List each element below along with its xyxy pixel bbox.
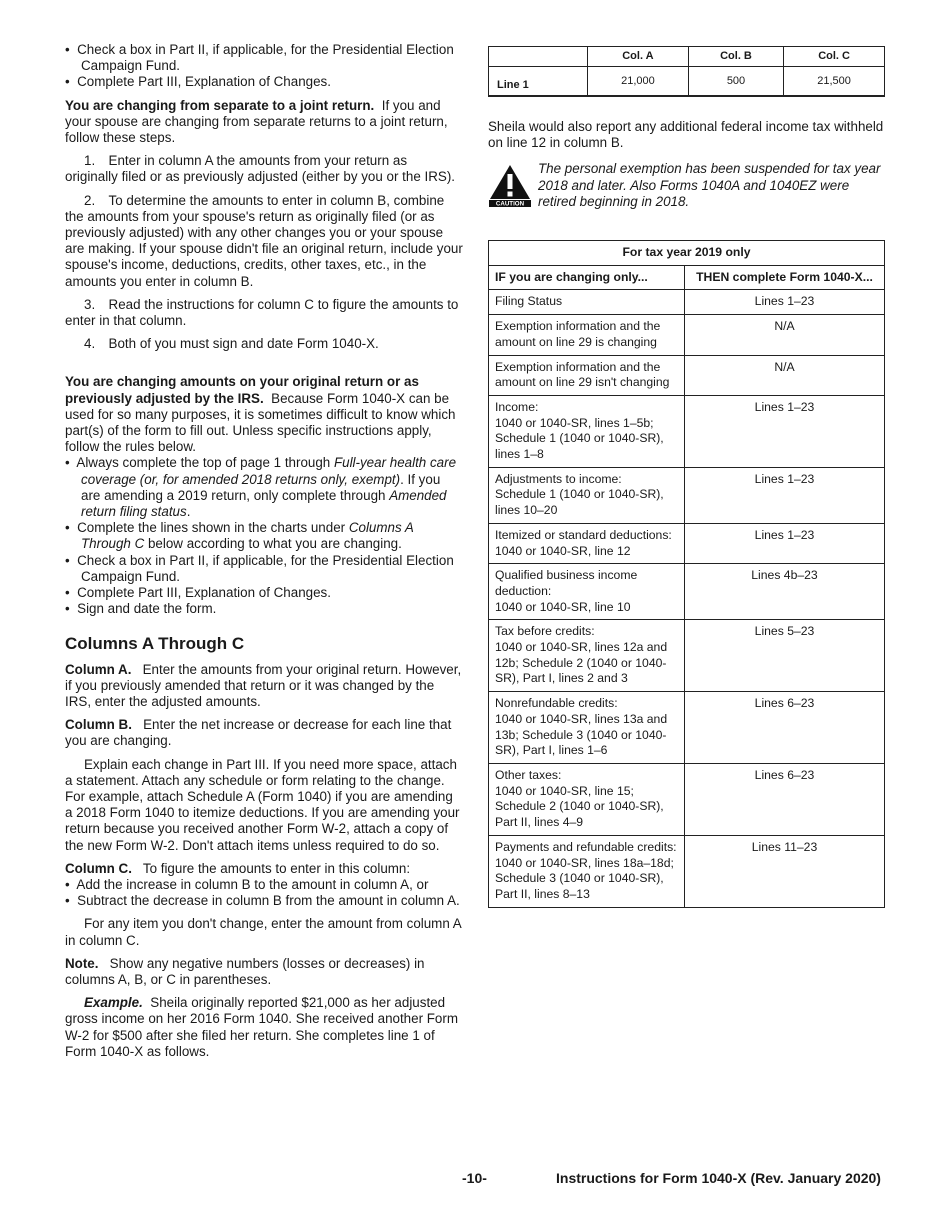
original-return-intro: Because Form 1040-X can be used for so many purposes, it is sometimes difficult to know which part(s) of the form to fill out. Unless specific instructions apply, follow the rules below. <box>65 390 456 455</box>
table-row <box>489 395 885 467</box>
note-paragraph <box>65 956 463 988</box>
bullet-item: • Complete the lines shown in the charts under Columns A Through C below according to what you are changing. <box>65 520 414 552</box>
line-1-col-c: 21,500 <box>784 67 885 97</box>
row-condition-line: Itemized or standard deductions: <box>495 527 672 542</box>
example-paragraph <box>65 995 463 1060</box>
table-row <box>489 620 885 692</box>
bullet-item: • Sign and date the form. <box>65 601 217 617</box>
original-return-paragraph <box>65 374 463 455</box>
row-condition-line: Filing Status <box>495 294 563 309</box>
row-lines: Lines 5–23 <box>685 620 885 692</box>
column-b-paragraph <box>65 717 463 749</box>
row-condition <box>489 835 685 907</box>
table-header-if: IF you are changing only... <box>489 265 685 290</box>
bullet-text: Always complete the top of page 1 through <box>76 455 334 471</box>
row-lines: N/A <box>685 355 885 395</box>
bullet-item: • Add the increase in column B to the amount in column A, or <box>65 876 429 892</box>
bullet-text: Subtract the decrease in column B from the amount in column A. <box>77 893 460 909</box>
row-condition-line: 1040 or 1040-SR, line 15; Schedule 2 (1040 or 1040-SR), Part II, lines 4–9 <box>495 783 664 830</box>
column-c-label: Column C. <box>65 860 132 876</box>
no-change-paragraph: For any item you don't change, enter the amount from column A in column C. <box>65 916 461 948</box>
row-condition-line: 1040 or 1040-SR, lines 18a–18d; Schedule 3 (1040 or 1040-SR), Part II, lines 8–13 <box>495 855 674 901</box>
step-2: 2. To determine the amounts to enter in column B, combine the amounts from your spouse's return as originally filed (or as previously adjusted) with any other changes you or your spouse are making. If your spouse didn't file an original return, include your spouse's income, deductions, credits, other taxes, etc., in the amounts you enter in column B. <box>65 192 463 289</box>
bullet-text: Complete the lines shown in the charts under <box>77 520 349 536</box>
row-condition-line: 1040 or 1040-SR, line 10 <box>495 599 631 614</box>
column-c-paragraph <box>65 861 463 877</box>
row-condition-line: Nonrefundable credits: <box>495 696 618 711</box>
row-condition <box>489 315 685 355</box>
table-row <box>489 523 885 563</box>
row-condition <box>489 467 685 523</box>
joint-return-paragraph <box>65 98 463 147</box>
col-b-header: Col. B <box>688 47 783 67</box>
table-row <box>489 467 885 523</box>
line-1-table <box>488 46 885 97</box>
caution-word: CAUTION <box>495 201 525 208</box>
table-body <box>489 290 885 907</box>
explain-paragraph: Explain each change in Part III. If you need more space, attach a statement. Attach any schedule or form relating to the change. For example, attach Schedule A (Form 1040) if you are amending a 2018 Form 1040 to itemize deductions. If you are amending your return because you received another Form W-2, attach a copy of the new Form W-2. Don't attach items unless required to do so. <box>65 756 460 853</box>
bullet-italic: Full-year health care coverage (or, for amended 2018 returns only, exempt) <box>81 455 457 487</box>
table-row <box>489 835 885 907</box>
bullet-text: . <box>186 504 191 520</box>
table-row <box>489 290 885 315</box>
caution-box <box>488 161 886 210</box>
changes-table <box>488 240 885 908</box>
row-condition-line: 1040 or 1040-SR, lines 12a and 12b; Schedule 2 (1040 or 1040-SR), Part I, lines 2 and 3 <box>495 640 668 686</box>
row-condition <box>489 764 685 836</box>
table-row <box>489 764 885 836</box>
row-lines: Lines 11–23 <box>685 835 885 907</box>
row-condition <box>489 355 685 395</box>
column-b-label: Column B. <box>65 717 132 733</box>
joint-return-intro: If you and your spouse are changing from separate returns to a joint return, follow these steps. <box>65 97 448 146</box>
bullet-item: • Complete Part III, Explanation of Changes. <box>65 74 331 90</box>
row-lines: Lines 1–23 <box>685 395 885 467</box>
row-condition-line: Exemption information and the amount on line 29 isn't changing <box>495 359 670 390</box>
note-label: Note. <box>65 955 99 971</box>
row-lines: Lines 1–23 <box>685 467 885 523</box>
joint-return-heading: You are changing from separate to a joint return. <box>65 97 375 113</box>
sheila-paragraph: Sheila would also report any additional federal income tax withheld on line 12 in column B. <box>488 119 884 151</box>
line-1-col-a: 21,000 <box>588 67 689 97</box>
caution-icon <box>488 163 532 207</box>
footer-title: Instructions for Form 1040-X (Rev. January 2020) <box>556 1170 881 1186</box>
column-a-label: Column A. <box>65 661 132 677</box>
column-a-paragraph <box>65 662 463 711</box>
bullet-text: Check a box in Part II, if applicable, for the Presidential Election Campaign Fund. <box>77 552 454 584</box>
bullet-item: • Check a box in Part II, if applicable, for the Presidential Election Campaign Fund. <box>65 552 454 584</box>
row-condition-line: Other taxes: <box>495 768 562 782</box>
row-condition <box>489 620 685 692</box>
table-row <box>489 564 885 620</box>
row-condition-line: 1040 or 1040-SR, line 12 <box>495 543 631 558</box>
line-1-table-corner <box>489 47 588 67</box>
bullet-text: Add the increase in column B to the amount in column A, or <box>76 876 429 892</box>
row-condition <box>489 564 685 620</box>
row-condition <box>489 395 685 467</box>
row-lines: Lines 6–23 <box>685 692 885 764</box>
row-condition-line: Tax before credits: <box>495 624 595 639</box>
bullet-item: • Subtract the decrease in column B from the amount in column A. <box>65 893 460 909</box>
caution-text: The personal exemption has been suspended for tax year 2018 and later. Also Forms 1040A and 1040EZ were retired beginning in 2018. <box>538 161 881 209</box>
column-b-text: Enter the net increase or decrease for each line that you are changing. <box>65 717 452 749</box>
bullet-italic: Amended return filing status <box>81 487 447 520</box>
line-1-col-b: 500 <box>688 67 783 97</box>
row-condition-line: 1040 or 1040-SR, lines 13a and 13b; Schedule 3 (1040 or 1040-SR), Part I, lines 1–6 <box>495 711 668 758</box>
example-label: Example. <box>84 995 143 1011</box>
bullet-item: • Complete Part III, Explanation of Changes. <box>65 585 331 601</box>
row-lines: Lines 6–23 <box>685 764 885 836</box>
bullet-text: . If you are amending a 2019 return, only complete through <box>81 471 441 503</box>
table-title: For tax year 2019 only <box>489 241 885 266</box>
row-condition-line: 1040 or 1040-SR, lines 1–5b; Schedule 1 (1040 or 1040-SR), lines 1–8 <box>495 415 664 462</box>
table-row <box>489 692 885 764</box>
column-a-text: Enter the amounts from your original return. However, if you previously amended that return or it was changed by the IRS, enter the adjusted amounts. <box>65 661 462 709</box>
row-lines: Lines 1–23 <box>685 290 885 315</box>
row-condition-line: Schedule 1 (1040 or 1040-SR), lines 10–20 <box>495 487 664 518</box>
bullet-text: Sign and date the form. <box>77 601 217 617</box>
bullet-text: Complete Part III, Explanation of Changes. <box>77 585 331 601</box>
row-condition <box>489 290 685 315</box>
note-text: Show any negative numbers (losses or decreases) in columns A, B, or C in parentheses. <box>65 955 425 987</box>
right-column <box>488 46 886 908</box>
bullet-text: below according to what you are changing. <box>144 536 402 552</box>
bullet-item: • Check a box in Part II, if applicable, for the Presidential Election Campaign Fund. <box>65 42 454 74</box>
row-lines: N/A <box>685 315 885 355</box>
row-lines: Lines 1–23 <box>685 523 885 563</box>
step-4: 4. Both of you must sign and date Form 1040-X. <box>84 336 379 352</box>
row-condition <box>489 692 685 764</box>
line-1-label: Line 1 <box>489 67 588 97</box>
bullet-text: Complete Part III, Explanation of Changes. <box>77 74 331 90</box>
step-1: 1. Enter in column A the amounts from your return as originally filed or as previously adjusted (either by you or the IRS). <box>65 153 456 185</box>
row-lines: Lines 4b–23 <box>685 564 885 620</box>
col-a-header: Col. A <box>588 47 689 67</box>
row-condition-line: Payments and refundable credits: <box>495 839 677 854</box>
bullet-italic: Columns A Through C <box>81 520 414 552</box>
row-condition-line: Adjustments to income: <box>495 471 622 486</box>
left-column <box>65 42 463 1060</box>
bullet-item: • Always complete the top of page 1 through Full-year health care coverage (or, for amended 2018 returns only, exempt). If you are amending a 2019 return, only complete through Amended return filing status. <box>65 455 457 520</box>
col-c-header: Col. C <box>784 47 885 67</box>
original-return-heading: You are changing amounts on your original return or as previously adjusted by the IRS. <box>65 374 419 406</box>
row-condition-line: Exemption information and the amount on line 29 is changing <box>495 319 661 349</box>
section-title: Columns A Through C <box>65 633 245 653</box>
table-header-then: THEN complete Form 1040-X... <box>685 265 885 290</box>
table-row <box>489 355 885 395</box>
row-condition-line: Qualified business income deduction: <box>495 568 638 598</box>
step-3: 3. Read the instructions for column C to figure the amounts to enter in that column. <box>65 296 459 329</box>
row-condition-line: Income: <box>495 399 539 414</box>
example-text: Sheila originally reported $21,000 as her adjusted gross income on her 2016 Form 1040. She received another Form W-2 for $500 after she filed her return. She completes line 1 of Form 1040-X as follows. <box>65 995 458 1059</box>
table-row <box>489 315 885 355</box>
bullet-text: Check a box in Part II, if applicable, for the Presidential Election Campaign Fund. <box>77 42 454 74</box>
row-condition <box>489 523 685 563</box>
page-number: -10- <box>462 1170 487 1186</box>
column-c-text: To figure the amounts to enter in this column: <box>142 860 411 876</box>
